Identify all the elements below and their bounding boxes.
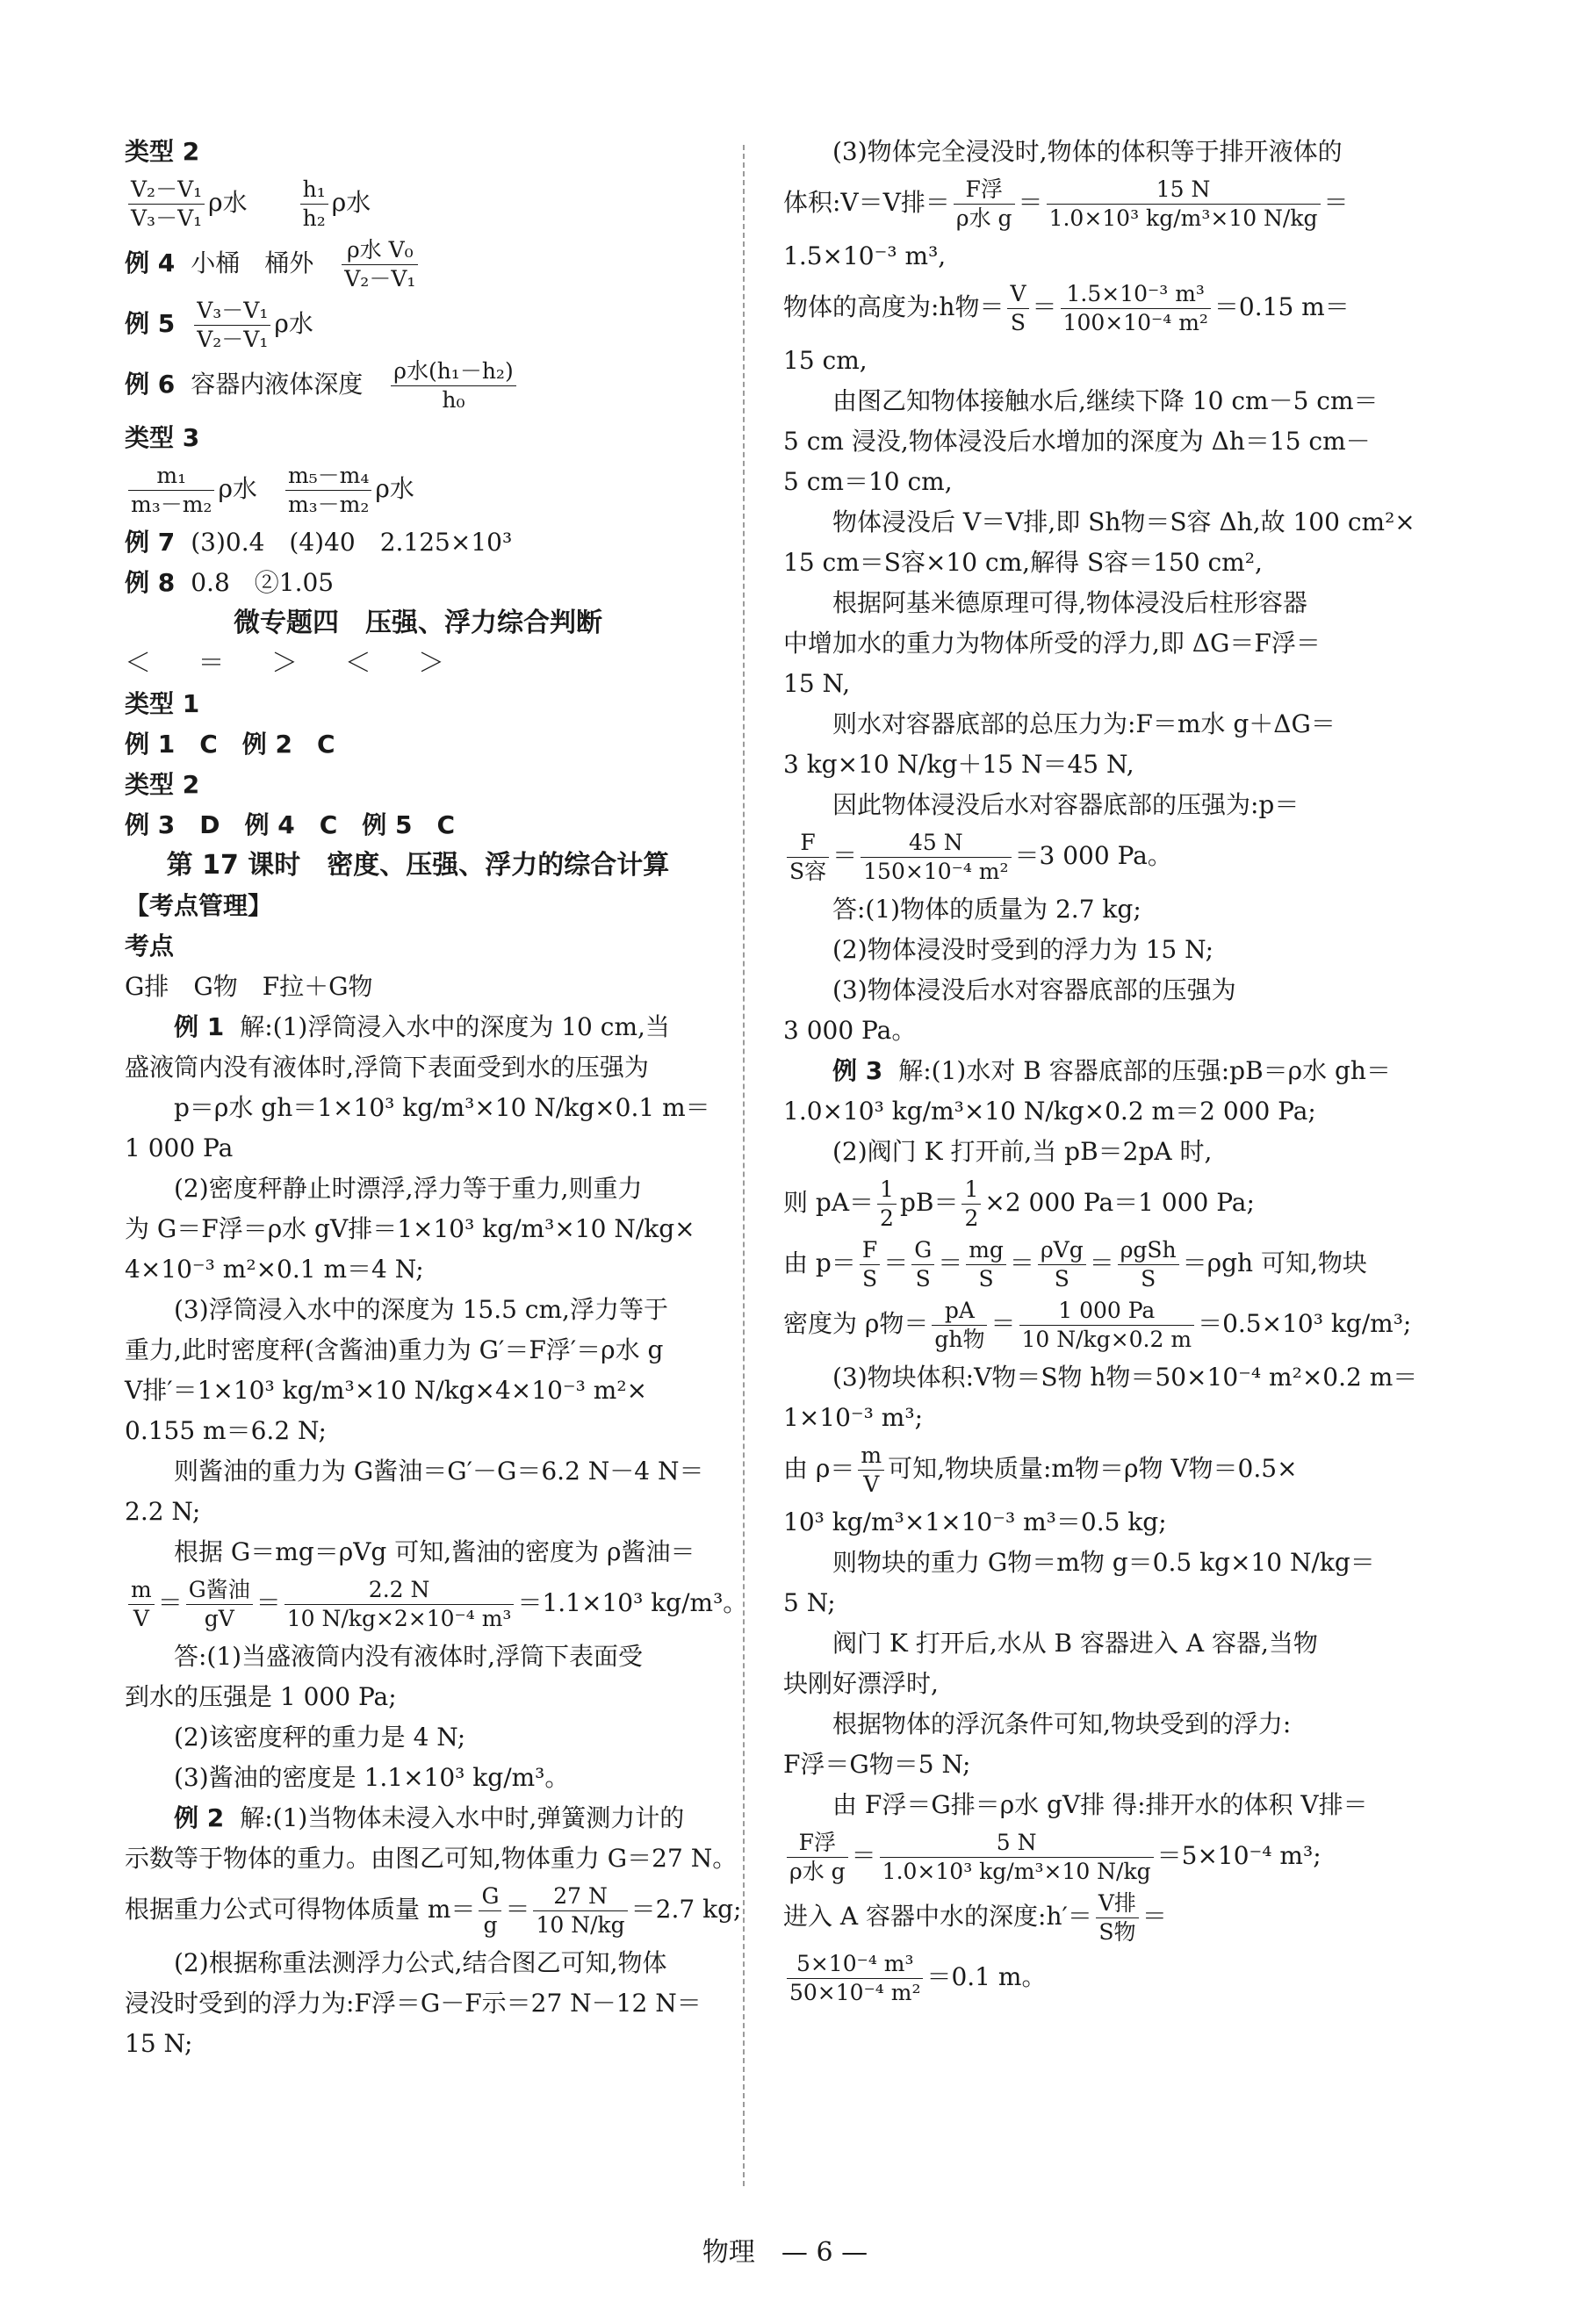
text-line [125,1943,711,1983]
formula-text: ＝ [1323,188,1349,217]
line-text: (3)物块体积:V物＝S物 h物＝50×10⁻⁴ m²×0.2 m＝ [832,1363,1418,1392]
line-text: 1 000 Pa [125,1133,234,1162]
page-footer: 物理 — 6 — [702,2237,868,2268]
fraction-numerator: 1.5×10⁻³ m³ [1061,280,1211,309]
fraction-denominator: 150×10⁻⁴ m² [863,859,1009,884]
line-text: 5 N; [783,1588,836,1617]
fraction-numerator: 15 N [1047,176,1321,205]
formula-text: 容器内液体深度 [191,370,388,399]
line-text: 答:(1)当盛液筒内没有液体时,浮筒下表面受 [174,1642,643,1671]
formula-text: ＝ [1089,1248,1114,1277]
formula-line [783,1442,1422,1499]
fraction [932,1297,987,1354]
line-text: 0.155 m＝6.2 N; [125,1416,327,1445]
text-line [783,745,1422,785]
formula-line [783,1829,1422,1886]
line-text: 阀门 K 打开后,水从 B 容器进入 A 容器,当物 [832,1629,1318,1658]
line-text: p＝ρ水 gh＝1×10³ kg/m³×10 N/kg×0.1 m＝ [174,1093,710,1122]
section-heading: 考点 [125,932,175,961]
line-text: 中增加水的重力为物体所受的浮力,即 ΔG＝F浮＝ [783,629,1321,658]
formula-text: 小桶 桶外 [191,248,339,277]
line-text: (2)密度秤静止时漂浮,浮力等于重力,则重力 [174,1174,643,1203]
fraction-denominator: 50×10⁻⁴ m² [789,1980,921,2005]
section-heading: 类型 2 [125,770,200,799]
fraction-denominator: S [861,1266,878,1292]
fraction [1096,1889,1139,1946]
formula-line [125,297,711,354]
fraction [186,1576,253,1633]
formula-text: ＝ [1032,292,1057,321]
line-text: 答:(1)物体的质量为 2.7 kg; [832,895,1141,924]
fraction [787,829,829,886]
example-label: 例 1 [174,1012,225,1041]
fraction [1038,1236,1086,1293]
fraction-numerator: V₃－V₁ [194,297,270,326]
line-text: 5 cm＝10 cm, [783,467,953,496]
line-text: G排 G物 F拉＋G物 [125,972,373,1001]
text-line [783,930,1422,970]
fraction-numerator: 2.2 N [284,1576,515,1605]
formula-text: ＝ [157,1588,183,1617]
text-line [783,1132,1422,1172]
formula-line [783,829,1422,886]
fraction [911,1236,934,1293]
text-line [125,1983,711,2024]
formula-text: ＝2.7 kg; [630,1895,742,1924]
formula-text: ＝1.1×10³ kg/m³。 [517,1588,748,1617]
fraction-denominator: V₂－V₁ [344,266,416,291]
fraction-denominator: S [1054,1266,1069,1292]
formula-text: ＝ [1009,1248,1034,1277]
line-text: 解:(1)水对 B 容器底部的压强:pB＝ρ水 gh＝ [898,1056,1391,1085]
fraction [479,1882,501,1939]
fraction-denominator: 10 N/kg×0.2 m [1021,1327,1192,1352]
fraction-numerator: V [1007,280,1028,309]
text-line [125,2024,711,2064]
formula-text: 则 pA＝ [783,1188,875,1217]
fraction-denominator: 100×10⁻⁴ m² [1062,310,1208,335]
text-line [125,1290,711,1330]
text-line [125,1492,711,1532]
line-text: 为 G＝F浮＝ρ水 gV排＝1×10³ kg/m³×10 N/kg× [125,1214,695,1243]
text-line [125,1047,711,1088]
formula-text: ＝5×10⁻⁴ m³; [1156,1841,1322,1870]
fraction [1118,1236,1179,1293]
fraction [860,1236,880,1293]
fraction-denominator: 10 N/kg×2×10⁻⁴ m³ [286,1606,512,1631]
fraction-numerator: V排 [1096,1889,1139,1918]
formula-text: ＝ [938,1248,963,1277]
text-line [783,462,1422,502]
text-line [783,623,1422,664]
example-label: 例 6 [125,370,176,399]
text-line [783,1502,1422,1543]
line-text: 则水对容器底部的总压力为:F＝m水 g＋ΔG＝ [832,709,1336,738]
fraction [880,1829,1154,1886]
text-line [125,1371,711,1411]
section-heading: 例 3 D 例 4 C 例 5 C [125,810,456,839]
fraction [128,1576,155,1633]
line-text: V排′＝1×10³ kg/m³×10 N/kg×4×10⁻³ m²× [125,1376,648,1405]
formula-line [125,357,711,414]
formula-text: ＝ [883,1248,909,1277]
line-text: (3)物体完全浸没时,物体的体积等于排开液体的 [832,137,1343,166]
fraction-denominator: 2 [964,1205,979,1231]
text-line [783,1623,1422,1664]
fraction [300,176,328,233]
fraction [787,1829,848,1886]
text-line [783,583,1422,623]
fraction-denominator: h₀ [442,387,465,413]
section-heading: 类型 2 [125,137,200,166]
fraction-denominator: 1.0×10³ kg/m³×10 N/kg [1048,205,1318,231]
line-text: 1.5×10⁻³ m³, [783,241,947,270]
formula-text: ＝3 000 Pa。 [1014,841,1172,870]
formula-text: ＝ [1141,1902,1167,1931]
text-line [125,1088,711,1128]
formula-line [783,176,1422,233]
formula-text: ρ水 [375,474,414,503]
text-line [783,381,1422,421]
text-line [783,704,1422,745]
fraction-numerator: m₁ [128,462,214,491]
line-text: 15 N; [125,2029,193,2058]
formula-text: 由 p＝ [783,1248,856,1277]
text-line [783,1543,1422,1583]
fraction-numerator: mg [966,1236,1006,1265]
fraction [1007,280,1028,337]
fraction-numerator: G [479,1882,501,1911]
line-text: 解:(1)当物体未浸入水中时,弹簧测力计的 [240,1803,685,1832]
fraction [954,176,1015,233]
line-text: 1×10⁻³ m³; [783,1403,924,1432]
fraction [533,1882,627,1939]
text-line [783,970,1422,1011]
fraction-denominator: 10 N/kg [536,1912,625,1938]
formula-text: 密度为 ρ物＝ [783,1309,929,1338]
text-line [125,1451,711,1492]
fraction [877,1176,897,1233]
formula-line [125,176,711,233]
line-text: 块刚好漂浮时, [783,1669,939,1698]
formula-line [783,1236,1422,1293]
fraction-numerator: 5×10⁻⁴ m³ [787,1950,923,1979]
text-line [125,1249,711,1290]
line-text: 则物块的重力 G物＝m物 g＝0.5 kg×10 N/kg＝ [832,1548,1375,1577]
fraction-numerator: 45 N [861,829,1011,858]
text-line [783,1357,1422,1398]
fraction-denominator: g [483,1912,498,1938]
formula-text: ρ水 [331,188,371,217]
fraction-denominator: h₂ [302,205,326,231]
formula-text: pB＝ [899,1188,959,1217]
fraction-numerator: h₁ [300,176,328,205]
line-text: 4×10⁻³ m²×0.1 m＝4 N; [125,1255,424,1284]
text-line [125,1169,711,1209]
answer-line [125,563,711,603]
formula-line [125,462,711,519]
text-line [783,1704,1422,1745]
formula-text: ＝ [832,841,858,870]
text-line [125,1838,738,1879]
fraction-denominator: 2 [880,1205,894,1231]
text-line [125,1007,711,1047]
fraction [966,1236,1006,1293]
fraction-numerator: ρ水 V₀ [342,236,418,265]
fraction-numerator: V₂－V₁ [128,176,205,205]
line-text: 根据阿基米德原理可得,物体浸没后柱形容器 [832,588,1307,617]
line-text: 则酱油的重力为 G酱油＝G′－G＝6.2 N－4 N＝ [174,1457,704,1486]
line-text: 由 F浮＝G排＝ρ水 gV排 得:排开水的体积 V排＝ [832,1790,1368,1819]
formula-line [125,236,711,293]
fraction [391,357,515,414]
line-text: (3)浮筒浸入水中的深度为 15.5 cm,浮力等于 [174,1295,668,1324]
line-text: (3)物体浸没后水对容器底部的压强为 [832,975,1236,1004]
line-text: 根据物体的浮沉条件可知,物块受到的浮力: [832,1709,1292,1738]
left-column [125,132,748,2064]
example-label: 例 8 [125,568,176,597]
formula-text: 进入 A 容器中水的深度:h′＝ [783,1902,1092,1931]
fraction [787,1950,923,2007]
text-line [125,1717,711,1758]
formula-text: ＝0.1 m。 [926,1962,1047,1991]
fraction [342,236,418,293]
fraction-numerator: m [128,1576,155,1605]
fraction-numerator: 27 N [533,1882,627,1911]
fraction [861,829,1011,886]
line-text: (2)根据称重法测浮力公式,结合图乙可知,物体 [174,1948,667,1977]
line-text: 示数等于物体的重力。由图乙可知,物体重力 G＝27 N。 [125,1844,738,1873]
fraction-numerator: F [787,829,829,858]
fraction-numerator: 1 000 Pa [1019,1297,1195,1326]
fraction [284,1576,515,1633]
line-text: 根据 G＝mg＝ρVg 可知,酱油的密度为 ρ酱油＝ [174,1537,695,1566]
formula-text: ＝ [505,1895,530,1924]
text-line [125,1128,711,1169]
formula-text: ρ水 [274,309,313,338]
fraction-numerator: F [860,1236,880,1265]
text-line [125,1411,711,1451]
example-label: 例 2 [174,1803,225,1832]
line-text: (2)该密度秤的重力是 4 N; [174,1723,466,1752]
section-title: 微专题四 压强、浮力综合判断 [234,608,602,638]
answer-text: 0.8 ②1.05 [191,568,335,597]
example-label: 例 4 [125,248,176,277]
line-text: (3)酱油的密度是 1.1×10³ kg/m³。 [174,1763,570,1792]
line-text: 到水的压强是 1 000 Pa; [125,1682,397,1711]
formula-text: 可知,物块质量:m物＝ρ物 V物＝0.5× [888,1454,1298,1483]
example-label: 例 5 [125,309,176,338]
fraction-numerator: 5 N [880,1829,1154,1858]
text-line [783,1745,1422,1785]
line-text: (2)阀门 K 打开前,当 pB＝2pA 时, [832,1137,1213,1166]
formula-line [783,1950,1422,2007]
formula-text: 根据重力公式可得物体质量 m＝ [125,1895,476,1924]
section-heading: 【考点管理】 [125,891,273,920]
line-text: 3 kg×10 N/kg＋15 N＝45 N, [783,750,1134,779]
text-line [783,1091,1422,1132]
text-line [783,236,1422,277]
text-line [783,1664,1422,1704]
formula-line [783,1297,1422,1354]
fraction [1047,176,1321,233]
line-text: 15 cm＝S容×10 cm,解得 S容＝150 cm², [783,548,1263,577]
column-divider [743,145,745,2186]
formula-text: 由 ρ＝ [783,1454,855,1483]
text-line [783,502,1422,543]
example-label: 例 7 [125,528,176,557]
fraction-numerator: F浮 [954,176,1015,205]
fraction-numerator: F浮 [787,1829,848,1858]
fraction-denominator: V [863,1471,880,1497]
fraction-denominator: gh物 [934,1327,985,1352]
line-text: F浮＝G物＝5 N; [783,1750,971,1779]
line-text: 物体浸没后 V＝V排,即 Sh物＝S容 Δh,故 100 cm²× [832,507,1415,536]
formula-line [125,1882,742,1939]
fraction [961,1176,981,1233]
fraction-denominator: S [1141,1266,1156,1292]
section-heading: 类型 3 [125,423,200,452]
formula-line [125,1576,748,1633]
fraction-denominator: 1.0×10³ kg/m³×10 N/kg [882,1859,1151,1884]
fraction [1019,1297,1195,1354]
formula-text: ρ水 [218,474,282,503]
fraction-denominator: S容 [789,859,827,884]
fraction-denominator: ρ水 g [955,205,1012,231]
section-title: 第 17 课时 密度、压强、浮力的综合计算 [166,850,670,881]
line-text: 15 cm, [783,346,868,375]
fraction-numerator: 1 [961,1176,981,1205]
answer-line [125,522,711,563]
text-line [783,1785,1422,1825]
line-text: 3 000 Pa。 [783,1016,917,1045]
fraction-denominator: m₃－m₂ [131,492,212,517]
line-text: 15 N, [783,669,851,698]
line-text: (2)物体浸没时受到的浮力为 15 N; [832,935,1214,964]
fraction-numerator: 1 [877,1176,897,1205]
fraction-denominator: S [1010,310,1026,335]
fraction-numerator: pA [932,1297,987,1326]
text-line [783,341,1422,381]
line-text: 2.2 N; [125,1497,201,1526]
line-text: 5 cm 浸没,物体浸没后水增加的深度为 Δh＝15 cm－ [783,427,1371,456]
text-line [125,1798,711,1838]
fraction-denominator: gV [204,1606,234,1631]
fraction-denominator: m₃－m₂ [287,492,370,517]
fraction-numerator: G酱油 [186,1576,253,1605]
formula-line [783,1176,1422,1233]
formula-text: ＝ [851,1841,876,1870]
line-text: 10³ kg/m³×1×10⁻³ m³＝0.5 kg; [783,1507,1167,1536]
text-line [125,1532,711,1572]
line-text: 1.0×10³ kg/m³×10 N/kg×0.2 m＝2 000 Pa; [783,1097,1316,1126]
text-line [783,1051,1422,1091]
text-line [783,543,1422,583]
formula-text: ＝ [1018,188,1043,217]
line-text: 解:(1)浮筒浸入水中的深度为 10 cm,当 [240,1012,670,1041]
text-line [125,1758,711,1798]
line-text: 浸没时受到的浮力为:F浮＝G－F示＝27 N－12 N＝ [125,1989,702,2018]
section-heading: 类型 1 [125,689,200,718]
formula-text: ＝0.5×10³ kg/m³; [1198,1309,1412,1338]
right-column [783,132,1422,2011]
fraction-denominator: S物 [1098,1919,1136,1945]
formula-text: ×2 000 Pa＝1 000 Pa; [984,1188,1255,1217]
text-line [125,967,711,1007]
fraction-numerator: G [911,1236,934,1265]
fraction-denominator: V₃－V₁ [131,205,203,231]
fraction-denominator: V [133,1606,149,1631]
fraction-numerator: ρVg [1038,1236,1086,1265]
fraction [194,297,270,354]
fraction-numerator: ρgSh [1118,1236,1179,1265]
text-line [783,1011,1422,1051]
answer-text: (3)0.4 (4)40 2.125×10³ [191,528,513,557]
formula-text: 体积:V＝V排＝ [783,188,950,217]
text-line [783,132,1422,172]
formula-line [783,1889,1422,1946]
line-text: 盛液筒内没有液体时,浮筒下表面受到水的压强为 [125,1053,649,1082]
fraction-denominator: S [978,1266,994,1292]
formula-text: 物体的高度为:h物＝ [783,292,1005,321]
formula-text: ＝ [990,1309,1016,1338]
formula-line [783,280,1422,337]
line-text: 由图乙知物体接触水后,继续下降 10 cm－5 cm＝ [832,386,1379,415]
fraction-numerator: m [858,1442,884,1471]
text-line [783,889,1422,930]
text-line [125,1677,711,1717]
fraction [858,1442,884,1499]
fraction [128,176,205,233]
fraction-denominator: V₂－V₁ [197,327,269,352]
fraction-numerator: m₅－m₄ [285,462,371,491]
fraction-denominator: S [915,1266,931,1292]
text-line [783,421,1422,462]
fraction-numerator: ρ水(h₁－h₂) [391,357,515,386]
text-line [783,1583,1422,1623]
answer-symbols: ＜ ＝ ＞ ＜ ＞ [125,648,465,679]
section-heading: 例 1 C 例 2 C [125,730,335,759]
text-line [783,1398,1422,1438]
text-line [125,1637,711,1677]
fraction [1061,280,1211,337]
fraction [285,462,371,519]
formula-text: ρ水 [208,188,297,217]
fraction-denominator: ρ水 g [789,1859,846,1884]
formula-text: ＝ [256,1588,281,1617]
text-line [783,664,1422,704]
line-text: 因此物体浸没后水对容器底部的压强为:p＝ [832,790,1300,819]
example-label: 例 3 [832,1056,883,1085]
text-line [125,1209,711,1249]
line-text: 重力,此时密度秤(含酱油)重力为 G′＝F浮′＝ρ水 g [125,1335,664,1364]
text-line [783,785,1422,825]
formula-text: ＝ρgh 可知,物块 [1182,1248,1367,1277]
fraction [128,462,214,519]
text-line [125,1330,711,1371]
formula-text: ＝0.15 m＝ [1214,292,1350,321]
